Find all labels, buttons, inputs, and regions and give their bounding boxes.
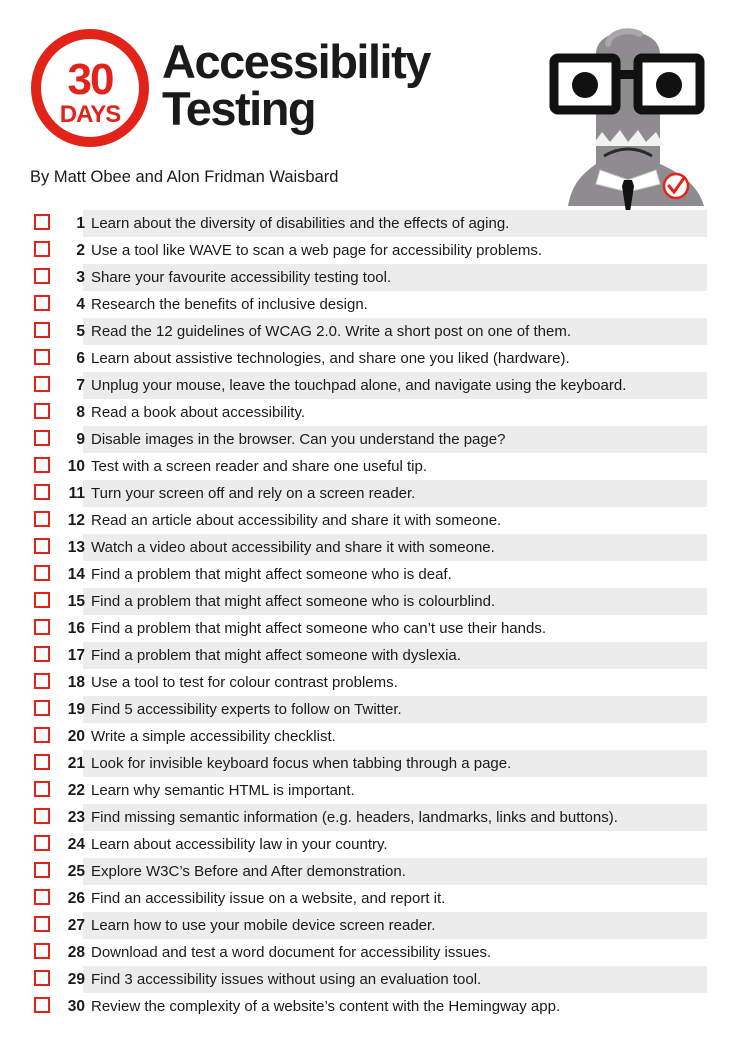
checklist-item (29, 804, 707, 831)
checklist (29, 210, 707, 1020)
item-text: Learn why semantic HTML is important. (91, 782, 355, 799)
checklist-item (29, 831, 707, 858)
item-text: Explore W3C’s Before and After demonstration. (91, 863, 406, 880)
checklist-item (29, 777, 707, 804)
item-number: 11 (68, 485, 85, 502)
item-number: 13 (67, 539, 85, 556)
item-number: 18 (67, 674, 85, 691)
checklist-item (29, 615, 707, 642)
badge-word: DAYS (59, 101, 121, 128)
item-text: Find a problem that might affect someone with dyslexia. (91, 647, 461, 664)
checkbox[interactable] (34, 376, 50, 392)
item-number: 30 (67, 998, 85, 1015)
item-text: Use a tool like WAVE to scan a web page for accessibility problems. (91, 242, 543, 259)
item-text: Find an accessibility issue on a website, and report it. (91, 890, 446, 907)
item-text: Find a problem that might affect someone who is colourblind. (91, 593, 496, 610)
item-text: Learn about assistive technologies, and share one you liked (hardware). (91, 350, 570, 367)
checklist-item (29, 534, 707, 561)
item-text: Watch a video about accessibility and share it with someone. (91, 539, 495, 556)
checkbox[interactable] (34, 457, 50, 473)
item-number: 17 (67, 647, 85, 664)
checklist-item (29, 723, 707, 750)
checkbox[interactable] (34, 781, 50, 797)
checkbox[interactable] (34, 565, 50, 581)
item-number: 16 (67, 620, 85, 637)
checklist-item (29, 264, 707, 291)
item-text: Read the 12 guidelines of WCAG 2.0. Write a short post on one of them. (91, 323, 571, 340)
item-text: Read a book about accessibility. (91, 404, 306, 421)
item-text: Research the benefits of inclusive design. (91, 296, 368, 313)
page-title (162, 35, 430, 135)
title-line-1: Accessibility (162, 35, 430, 88)
item-number: 6 (76, 350, 85, 367)
robot-mascot-icon (548, 14, 708, 214)
checklist-item (29, 993, 707, 1020)
checklist-item (29, 588, 707, 615)
checkbox[interactable] (34, 673, 50, 689)
checkbox[interactable] (34, 754, 50, 770)
checklist-item (29, 453, 707, 480)
checkbox[interactable] (34, 511, 50, 527)
checkbox[interactable] (34, 997, 50, 1013)
checklist-item (29, 939, 707, 966)
item-number: 28 (67, 944, 85, 961)
item-number: 2 (76, 242, 85, 259)
checkbox[interactable] (34, 592, 50, 608)
item-text: Look for invisible keyboard focus when tabbing through a page. (91, 755, 512, 772)
badge-number: 30 (67, 55, 113, 104)
item-text: Find missing semantic information (e.g. headers, landmarks, links and buttons). (91, 809, 618, 826)
checklist-item (29, 237, 707, 264)
item-text: Learn about the diversity of disabilities and the effects of aging. (91, 215, 510, 232)
checklist-item (29, 345, 707, 372)
item-number: 7 (76, 377, 85, 394)
checkbox[interactable] (34, 646, 50, 662)
checkbox[interactable] (34, 970, 50, 986)
checklist-item (29, 561, 707, 588)
item-text: Learn about accessibility law in your country. (91, 836, 388, 853)
item-text: Review the complexity of a website’s content with the Hemingway app. (91, 998, 561, 1015)
item-number: 9 (76, 431, 85, 448)
item-text: Read an article about accessibility and share it with someone. (91, 512, 502, 529)
checklist-item (29, 210, 707, 237)
checkbox[interactable] (34, 808, 50, 824)
item-text: Find a problem that might affect someone who can’t use their hands. (91, 620, 546, 637)
checklist-item (29, 480, 707, 507)
checkbox[interactable] (34, 322, 50, 338)
checkbox[interactable] (34, 538, 50, 554)
checklist-item (29, 426, 707, 453)
item-text: Write a simple accessibility checklist. (91, 728, 336, 745)
item-text: Share your favourite accessibility testing tool. (91, 269, 392, 286)
item-number: 8 (76, 404, 85, 421)
item-number: 12 (67, 512, 85, 529)
checkbox[interactable] (34, 889, 50, 905)
item-text: Download and test a word document for accessibility issues. (91, 944, 492, 961)
checkbox[interactable] (34, 727, 50, 743)
item-number: 19 (67, 701, 85, 718)
checkbox[interactable] (34, 430, 50, 446)
checklist-item (29, 696, 707, 723)
item-number: 24 (67, 836, 85, 853)
item-number: 1 (76, 215, 85, 232)
item-text: Find 3 accessibility issues without using an evaluation tool. (91, 971, 482, 988)
item-number: 5 (76, 323, 85, 340)
checklist-item (29, 966, 707, 993)
checklist-item (29, 372, 707, 399)
item-number: 21 (67, 755, 85, 772)
item-number: 25 (67, 863, 85, 880)
checkbox[interactable] (34, 214, 50, 230)
item-text: Find a problem that might affect someone who is deaf. (91, 566, 452, 583)
checkbox[interactable] (34, 862, 50, 878)
item-text: Find 5 accessibility experts to follow on Twitter. (91, 701, 402, 718)
checkbox[interactable] (34, 619, 50, 635)
title-line-2: Testing (162, 82, 316, 135)
item-number: 26 (67, 890, 85, 907)
item-number: 3 (76, 269, 85, 286)
item-number: 27 (67, 917, 85, 934)
item-text: Use a tool to test for colour contrast problems. (91, 674, 398, 691)
checkbox[interactable] (34, 943, 50, 959)
checkbox[interactable] (34, 268, 50, 284)
item-number: 23 (67, 809, 85, 826)
item-number: 15 (67, 593, 85, 610)
checkbox[interactable] (34, 916, 50, 932)
checkbox[interactable] (34, 403, 50, 419)
checkbox[interactable] (34, 700, 50, 716)
checklist-item (29, 399, 707, 426)
item-text: Unplug your mouse, leave the touchpad alone, and navigate using the keyboard. (91, 377, 627, 394)
checklist-item (29, 642, 707, 669)
checklist-item (29, 318, 707, 345)
item-text: Learn how to use your mobile device screen reader. (91, 917, 436, 934)
item-number: 20 (67, 728, 85, 745)
checklist-item (29, 507, 707, 534)
checklist-item (29, 669, 707, 696)
checkbox[interactable] (34, 484, 50, 500)
item-number: 10 (67, 458, 85, 475)
checklist-item (29, 912, 707, 939)
thirty-days-badge (30, 28, 150, 148)
item-number: 29 (67, 971, 85, 988)
byline: By Matt Obee and Alon Fridman Waisbard (30, 168, 339, 186)
item-number: 22 (67, 782, 85, 799)
item-number: 14 (67, 566, 85, 583)
checklist-item (29, 858, 707, 885)
item-text: Turn your screen off and rely on a screen reader. (91, 485, 416, 502)
item-text: Test with a screen reader and share one useful tip. (91, 458, 428, 475)
item-number: 4 (76, 296, 85, 313)
checkbox[interactable] (34, 295, 50, 311)
checklist-item (29, 750, 707, 777)
checkbox[interactable] (34, 835, 50, 851)
checklist-item (29, 885, 707, 912)
item-text: Disable images in the browser. Can you understand the page? (91, 431, 506, 448)
checklist-item (29, 291, 707, 318)
checkbox[interactable] (34, 241, 50, 257)
checkbox[interactable] (34, 349, 50, 365)
